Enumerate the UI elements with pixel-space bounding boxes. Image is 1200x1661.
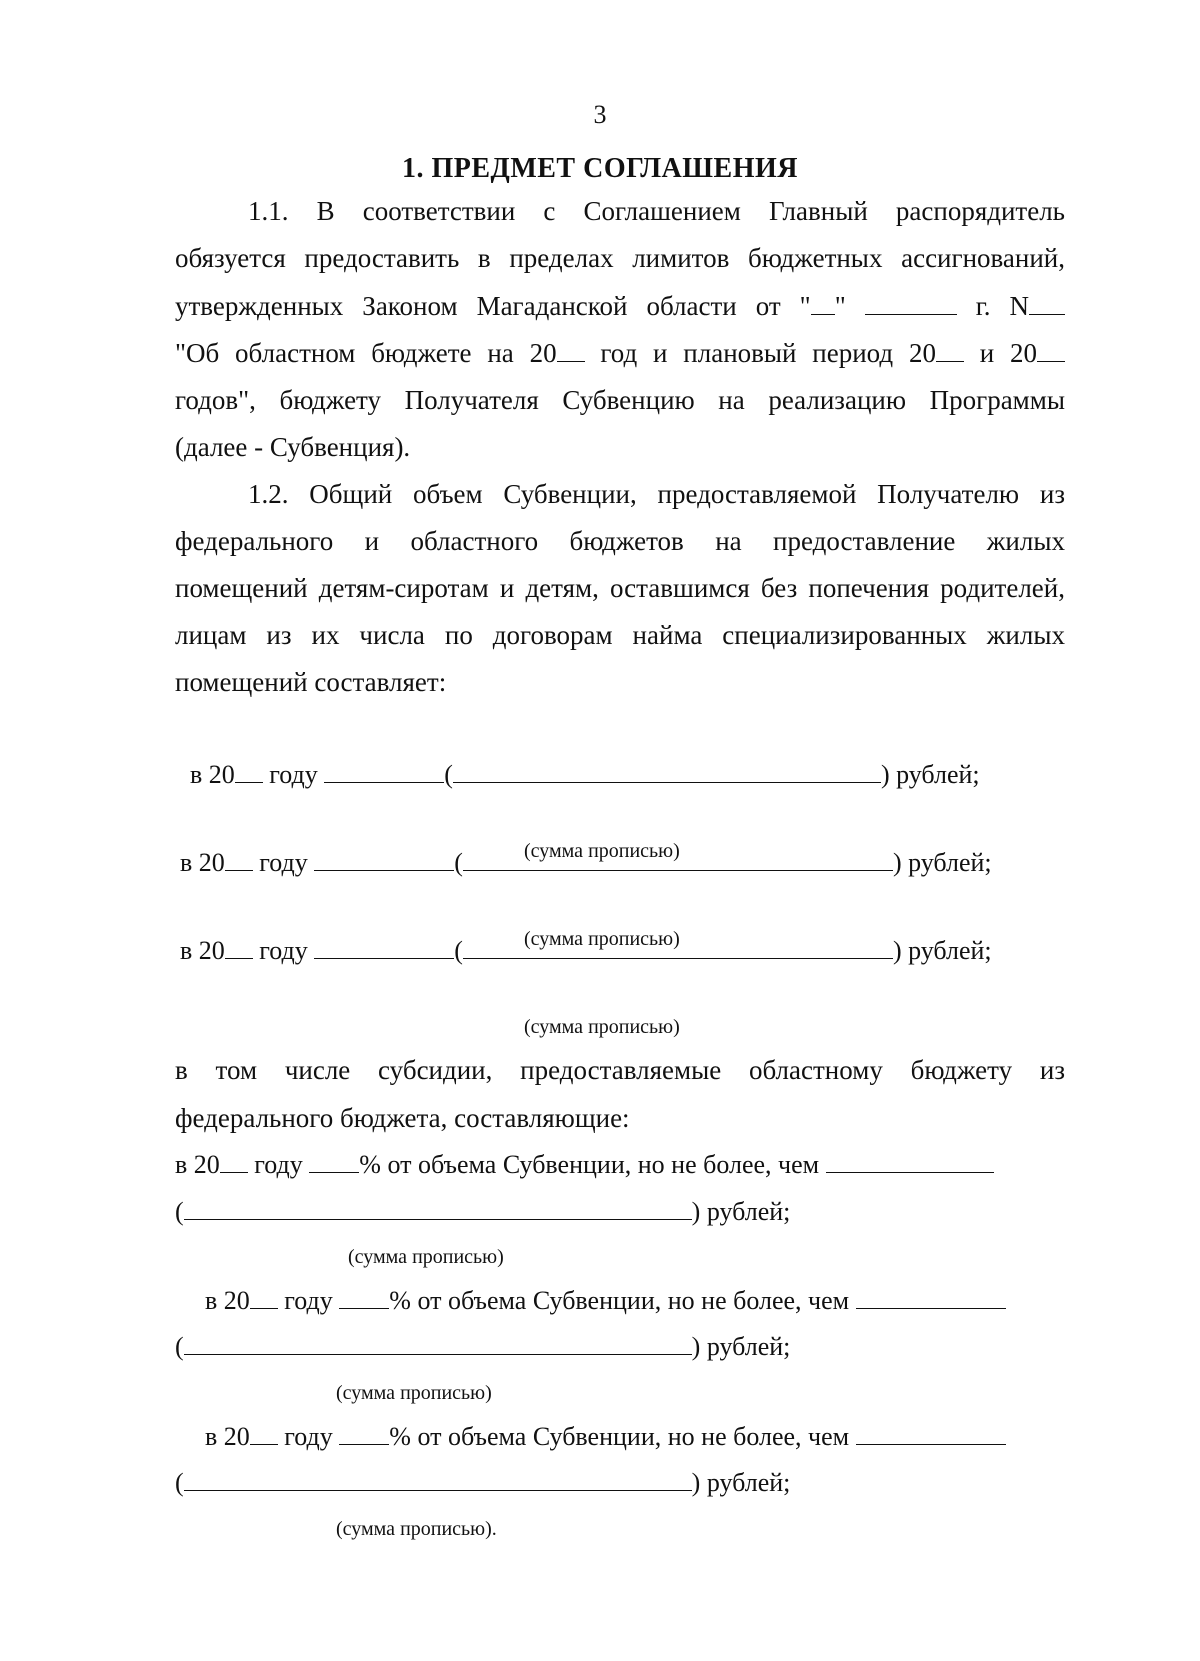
rubles-label: ) рублей;	[691, 1468, 791, 1497]
subsidy-line-1	[175, 1148, 994, 1182]
year-word: году	[269, 760, 318, 789]
paragraph-1-2-line-4: лицам из их числа по договорам найма специализированных жилых	[175, 620, 1065, 650]
paragraph-1-1-line-4	[175, 335, 1065, 371]
rubles-label: ) рублей;	[691, 1332, 791, 1361]
budget-title-part-3: и 20	[979, 338, 1038, 368]
year-word: году	[259, 848, 308, 877]
year-blank	[250, 1443, 278, 1445]
sum-line-2	[180, 846, 992, 880]
year-blank	[235, 781, 263, 783]
year-prefix: в 20	[175, 1150, 220, 1179]
open-paren: (	[175, 1197, 184, 1226]
year-blank	[220, 1171, 248, 1173]
year-prefix: в 20	[205, 1286, 250, 1315]
budget-title-part-1: "Об областном бюджете на 20	[175, 338, 557, 368]
open-paren: (	[175, 1468, 184, 1497]
year-blank	[225, 869, 253, 871]
year-blank	[250, 1307, 278, 1309]
amount-words-blank	[184, 1489, 692, 1491]
amount-words-blank	[463, 869, 893, 871]
paragraph-1-2-line-3: помещений детям-сиротам и детям, оставшимся без попечения родителей,	[175, 573, 1065, 603]
budget-title-part-2: год и плановый период 20	[600, 338, 936, 368]
subsidy-words-line-1	[175, 1195, 790, 1229]
paragraph-1-1-line-3	[175, 288, 1065, 324]
year-blank	[557, 360, 585, 362]
year-prefix: в 20	[190, 760, 235, 789]
number-blank	[1029, 313, 1065, 315]
subsidy-words-line-3	[175, 1466, 790, 1500]
number-label: г. N	[975, 291, 1029, 321]
rubles-label: ) рублей;	[892, 936, 992, 965]
subsidy-line-3	[205, 1420, 1006, 1454]
sum-caption-2: (сумма прописью)	[524, 928, 680, 950]
percent-blank	[339, 1307, 389, 1309]
open-paren: (	[444, 760, 453, 789]
amount-words-blank	[463, 957, 893, 959]
amount-words-blank	[184, 1218, 692, 1220]
subsidy-intro-line-1: в том числе субсидии, предоставляемые областному бюджету из	[175, 1055, 1065, 1085]
quote: "	[834, 291, 846, 321]
sum-caption-3: (сумма прописью)	[524, 1016, 680, 1038]
amount-blank	[856, 1307, 1006, 1309]
amount-words-blank	[453, 781, 881, 783]
percent-text: % от объема Субвенции, но не более, чем	[359, 1150, 820, 1179]
paragraph-1-1-line-6: (далее - Субвенция).	[175, 432, 411, 462]
subsidy-line-2	[205, 1284, 1006, 1318]
year-prefix: в 20	[180, 936, 225, 965]
law-text: утвержденных Законом Магаданской области от "	[175, 291, 811, 321]
paragraph-1-1-line-5: годов", бюджету Получателя Субвенцию на реализацию Программы	[175, 385, 1065, 415]
year-word: году	[284, 1422, 333, 1451]
open-paren: (	[175, 1332, 184, 1361]
amount-blank	[324, 781, 444, 783]
month-blank	[865, 313, 957, 315]
year-blank	[1037, 360, 1065, 362]
amount-blank	[314, 957, 454, 959]
amount-blank	[826, 1171, 994, 1173]
subsidy-intro-line-2: федерального бюджета, составляющие:	[175, 1103, 630, 1133]
day-blank	[811, 313, 835, 315]
paragraph-1-1-line-2: обязуется предоставить в пределах лимитов бюджетных ассигнований,	[175, 243, 1065, 273]
year-blank	[936, 360, 964, 362]
subsidy-caption-3: (сумма прописью).	[336, 1518, 497, 1540]
open-paren: (	[454, 936, 463, 965]
year-prefix: в 20	[180, 848, 225, 877]
section-heading: 1. ПРЕДМЕТ СОГЛАШЕНИЯ	[402, 153, 798, 184]
percent-blank	[309, 1171, 359, 1173]
open-paren: (	[454, 848, 463, 877]
rubles-label: ) рублей;	[892, 848, 992, 877]
amount-blank	[856, 1443, 1006, 1445]
amount-blank	[314, 869, 454, 871]
year-word: году	[254, 1150, 303, 1179]
rubles-label: ) рублей;	[691, 1197, 791, 1226]
year-prefix: в 20	[205, 1422, 250, 1451]
paragraph-1-2-line-1: 1.2. Общий объем Субвенции, предоставляемой Получателю из	[248, 479, 1065, 509]
percent-blank	[339, 1443, 389, 1445]
rubles-label: ) рублей;	[880, 760, 980, 789]
year-blank	[225, 957, 253, 959]
amount-words-blank	[184, 1353, 692, 1355]
percent-text: % от объема Субвенции, но не более, чем	[389, 1286, 850, 1315]
sum-line-1	[190, 758, 980, 792]
percent-text: % от объема Субвенции, но не более, чем	[389, 1422, 850, 1451]
subsidy-caption-1: (сумма прописью)	[348, 1246, 504, 1268]
sum-caption-1: (сумма прописью)	[524, 840, 680, 862]
year-word: году	[259, 936, 308, 965]
paragraph-1-2-line-2: федерального и областного бюджетов на предоставление жилых	[175, 526, 1065, 556]
sum-line-3	[180, 934, 992, 968]
paragraph-1-1-line-1: 1.1. В соответствии с Соглашением Главный распорядитель	[248, 196, 1065, 226]
subsidy-caption-2: (сумма прописью)	[336, 1382, 492, 1404]
page-number: 3	[593, 100, 607, 129]
paragraph-1-2-line-5: помещений составляет:	[175, 667, 447, 697]
subsidy-words-line-2	[175, 1330, 790, 1364]
year-word: году	[284, 1286, 333, 1315]
